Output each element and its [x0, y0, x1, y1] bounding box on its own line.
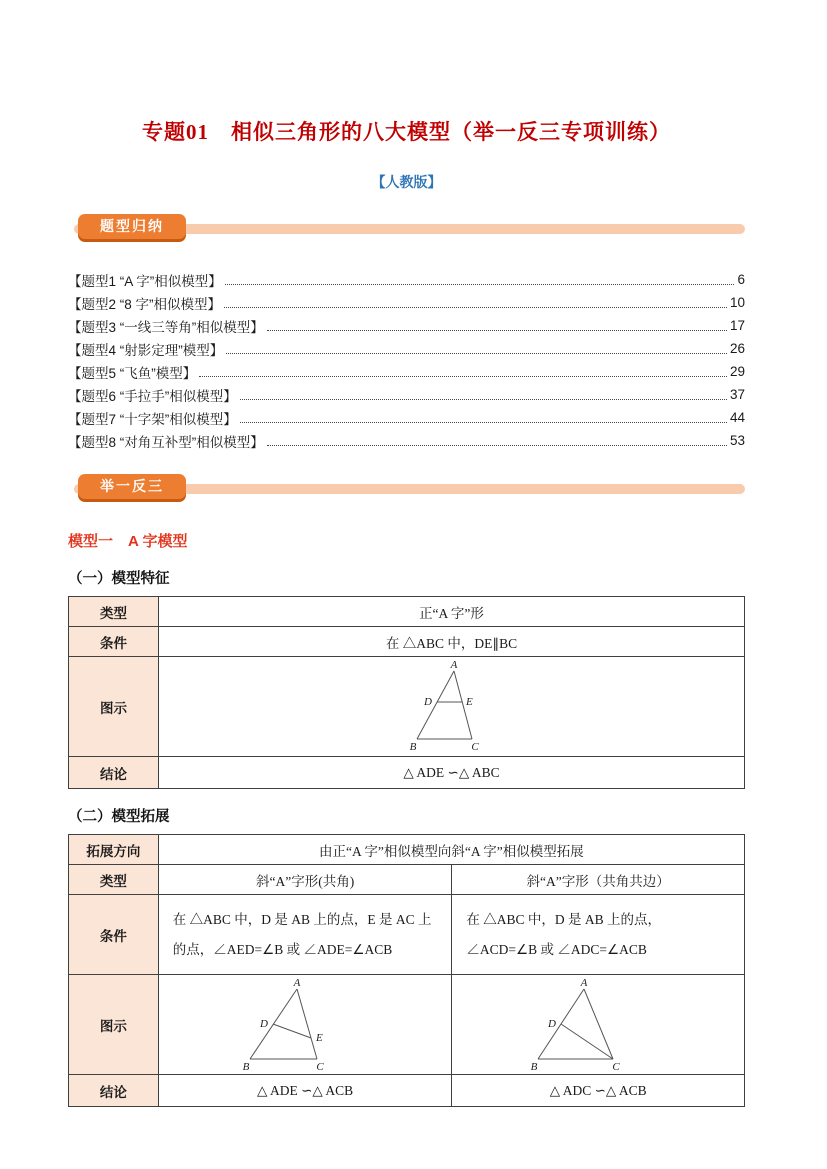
page-content	[68, 116, 745, 1107]
row-label-conclusion: 结论	[69, 1075, 159, 1107]
toc-item	[68, 268, 745, 291]
toc-page-number: 17	[729, 318, 745, 333]
vertex-label-d: D	[423, 696, 432, 708]
conclusion-value: △ ADE ∽△ ABC	[159, 757, 745, 789]
sub-heading-features: （一）模型特征	[68, 571, 170, 587]
toc-dot-leader	[267, 330, 727, 331]
row-label-diagram: 图示	[69, 975, 159, 1075]
vertex-label-e: E	[316, 1032, 323, 1044]
table-row	[69, 835, 745, 865]
row-label-conclusion: 结论	[69, 757, 159, 789]
table-row	[69, 1075, 745, 1107]
toc-dot-leader	[225, 284, 735, 285]
banner-badge-practice: 举一反三	[78, 474, 186, 499]
toc-label: 【题型7 “十字架”相似模型】	[68, 411, 237, 427]
type-col2-value: 斜“A”字形（共角共边）	[452, 865, 745, 895]
toc-label: 【题型1 “A 字”相似模型】	[68, 273, 222, 289]
toc-page-number: 26	[729, 341, 745, 356]
toc-item	[68, 360, 745, 383]
table-model-features	[68, 596, 745, 789]
toc-dot-leader	[224, 307, 727, 308]
diagram-cell	[158, 975, 452, 1075]
triangle-diagram-skew-shared-angle	[225, 977, 385, 1072]
toc-dot-leader	[199, 376, 727, 377]
condition-value: 在 △ABC 中，DE∥BC	[159, 627, 745, 657]
toc-label: 【题型3 “一线三等角”相似模型】	[68, 319, 264, 335]
toc-dot-leader	[226, 353, 727, 354]
toc-dot-leader	[267, 445, 727, 446]
sub-heading-extension: （二）模型拓展	[68, 809, 170, 825]
table-model-extension	[68, 834, 745, 1107]
toc-dot-leader	[240, 422, 727, 423]
toc-label: 【题型5 “飞鱼”模型】	[68, 365, 197, 381]
toc-page-number: 44	[729, 410, 745, 425]
toc-item	[68, 406, 745, 429]
vertex-label-b: B	[242, 1061, 250, 1072]
toc-page-number: 10	[729, 295, 745, 310]
toc-page-number: 6	[737, 272, 745, 287]
conclusion-col1-value: △ ADE ∽△ ACB	[158, 1075, 452, 1107]
row-label-direction: 拓展方向	[69, 835, 159, 865]
model-one-heading: 模型一 A 字模型	[68, 533, 188, 550]
triangle-diagram-skew-shared-side	[518, 977, 678, 1072]
vertex-label-c: C	[612, 1061, 620, 1072]
vertex-label-d: D	[548, 1018, 557, 1030]
table-row	[69, 657, 745, 757]
type-value: 正“A 字”形	[159, 597, 745, 627]
banner-practice	[68, 474, 745, 504]
vertex-label-a: A	[293, 977, 301, 989]
vertex-label-b: B	[530, 1061, 538, 1072]
vertex-label-c: C	[316, 1061, 324, 1072]
table-of-contents	[68, 268, 745, 452]
toc-page-number: 29	[729, 364, 745, 379]
table-row	[69, 865, 745, 895]
toc-item	[68, 383, 745, 406]
row-label-type: 类型	[69, 865, 159, 895]
diagram-cell	[159, 657, 745, 757]
row-label-condition: 条件	[69, 895, 159, 975]
row-label-condition: 条件	[69, 627, 159, 657]
toc-item	[68, 429, 745, 452]
toc-label: 【题型8 “对角互补型”相似模型】	[68, 434, 264, 450]
toc-item	[68, 291, 745, 314]
edition-label: 【人教版】	[371, 174, 442, 190]
toc-page-number: 53	[729, 433, 745, 448]
table-row	[69, 975, 745, 1075]
table-row	[69, 895, 745, 975]
toc-dot-leader	[240, 399, 727, 400]
row-label-type: 类型	[69, 597, 159, 627]
toc-label: 【题型4 “射影定理”模型】	[68, 342, 224, 358]
vertex-label-c: C	[470, 741, 479, 753]
table-row	[69, 757, 745, 789]
banner-question-types	[68, 214, 745, 244]
condition-col2-value: 在 △ABC 中，D 是 AB 上的点，∠ACD=∠B 或 ∠ADC=∠ACB	[452, 895, 745, 975]
toc-item	[68, 314, 745, 337]
vertex-label-a: A	[580, 977, 588, 989]
toc-label: 【题型2 “8 字”相似模型】	[68, 296, 222, 312]
table-row	[69, 627, 745, 657]
page-title: 专题01 相似三角形的八大模型（举一反三专项训练）	[142, 120, 671, 144]
vertex-label-e: E	[465, 696, 473, 708]
toc-label: 【题型6 “手拉手”相似模型】	[68, 388, 237, 404]
diagram-cell	[452, 975, 745, 1075]
type-col1-value: 斜“A”字形(共角)	[158, 865, 452, 895]
vertex-label-a: A	[450, 659, 457, 671]
vertex-label-b: B	[409, 741, 416, 753]
direction-value: 由正“A 字”相似模型向斜“A 字”相似模型拓展	[158, 835, 744, 865]
vertex-label-d: D	[260, 1018, 269, 1030]
banner-badge-toc: 题型归纳	[78, 214, 186, 239]
toc-item	[68, 337, 745, 360]
table-row	[69, 597, 745, 627]
triangle-diagram-upright-a	[372, 659, 532, 754]
toc-page-number: 37	[729, 387, 745, 402]
conclusion-col2-value: △ ADC ∽△ ACB	[452, 1075, 745, 1107]
row-label-diagram: 图示	[69, 657, 159, 757]
condition-col1-value: 在 △ABC 中，D 是 AB 上的点，E 是 AC 上的点，∠AED=∠B 或 ∠ADE=∠ACB	[158, 895, 452, 975]
